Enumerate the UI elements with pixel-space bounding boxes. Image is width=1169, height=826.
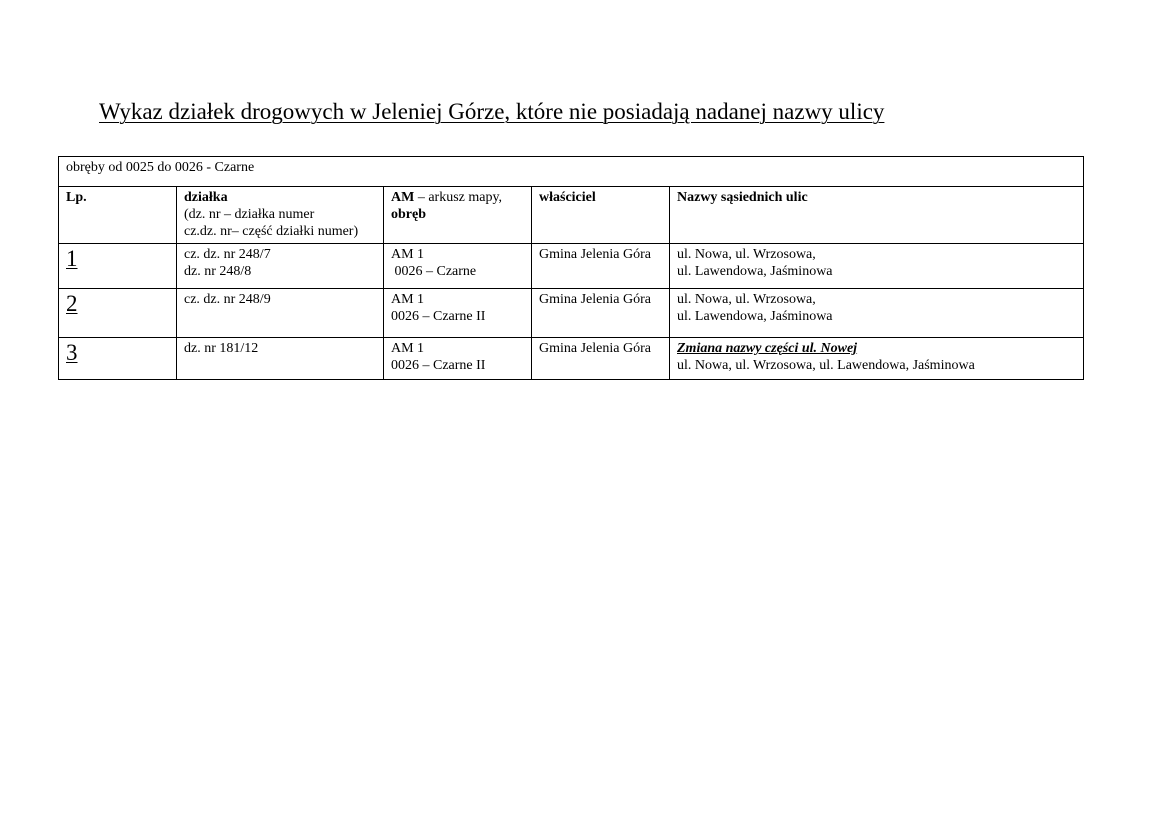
plot-line: cz. dz. nr 248/9 [184,292,271,307]
cell-lp [59,244,177,289]
table-row [59,338,1084,380]
table-row [59,289,1084,338]
col-header-owner [532,187,670,244]
col-header-map-label: AM [391,190,415,205]
row-number: 2 [66,291,78,316]
col-header-plot-note-1: (dz. nr – działka numer [184,207,315,222]
plot-line: dz. nr 248/8 [184,264,252,279]
map-line: 0026 – Czarne II [391,358,486,373]
col-header-lp-label: Lp. [66,190,87,205]
cell-lp [59,289,177,338]
cell-map [384,289,532,338]
cell-owner [532,289,670,338]
col-header-streets-label: Nazwy sąsiednich ulic [677,190,808,205]
cell-streets [670,244,1084,289]
owner-text: Gmina Jelenia Góra [539,341,651,356]
cell-lp [59,338,177,380]
cell-map [384,338,532,380]
streets-line: ul. Nowa, ul. Wrzosowa, [677,247,816,262]
cell-owner [532,338,670,380]
col-header-plot-note-2: cz.dz. nr– część działki numer) [184,224,359,239]
row-number: 1 [66,246,78,271]
cell-plot [177,338,384,380]
road-plots-table [58,156,1084,380]
document-title: Wykaz działek drogowych w Jeleniej Górze, które nie posiadają nadanej nazwy ulicy [99,99,885,124]
streets-line: ul. Lawendowa, Jaśminowa [677,309,833,324]
map-line: AM 1 [391,292,425,307]
map-line: AM 1 [391,341,425,356]
plot-line: cz. dz. nr 248/7 [184,247,271,262]
cell-streets [670,289,1084,338]
streets-line: ul. Nowa, ul. Wrzosowa, [677,292,816,307]
col-header-lp [59,187,177,244]
col-header-owner-label: właściciel [539,190,596,205]
rename-note: Zmiana nazwy części ul. Nowej [677,341,858,356]
cell-plot [177,289,384,338]
cell-streets [670,338,1084,380]
map-line: 0026 – Czarne [391,264,477,279]
col-header-streets [670,187,1084,244]
cell-map [384,244,532,289]
section-header-row [59,157,1084,187]
map-line: 0026 – Czarne II [391,309,486,324]
section-title: obręby od 0025 do 0026 - Czarne [59,157,1084,187]
table-row [59,244,1084,289]
col-header-map [384,187,532,244]
map-line: AM 1 [391,247,425,262]
col-header-plot [177,187,384,244]
column-header-row [59,187,1084,244]
owner-text: Gmina Jelenia Góra [539,292,651,307]
col-header-map-line2: obręb [391,207,426,222]
streets-line: ul. Lawendowa, Jaśminowa [677,264,833,279]
cell-plot [177,244,384,289]
cell-owner [532,244,670,289]
col-header-map-desc: – arkusz mapy, [414,190,503,205]
plot-line: dz. nr 181/12 [184,341,259,356]
col-header-plot-label: działka [184,190,228,205]
streets-line: ul. Nowa, ul. Wrzosowa, ul. Lawendowa, Jaśminowa [677,358,975,373]
row-number: 3 [66,340,78,365]
owner-text: Gmina Jelenia Góra [539,247,651,262]
